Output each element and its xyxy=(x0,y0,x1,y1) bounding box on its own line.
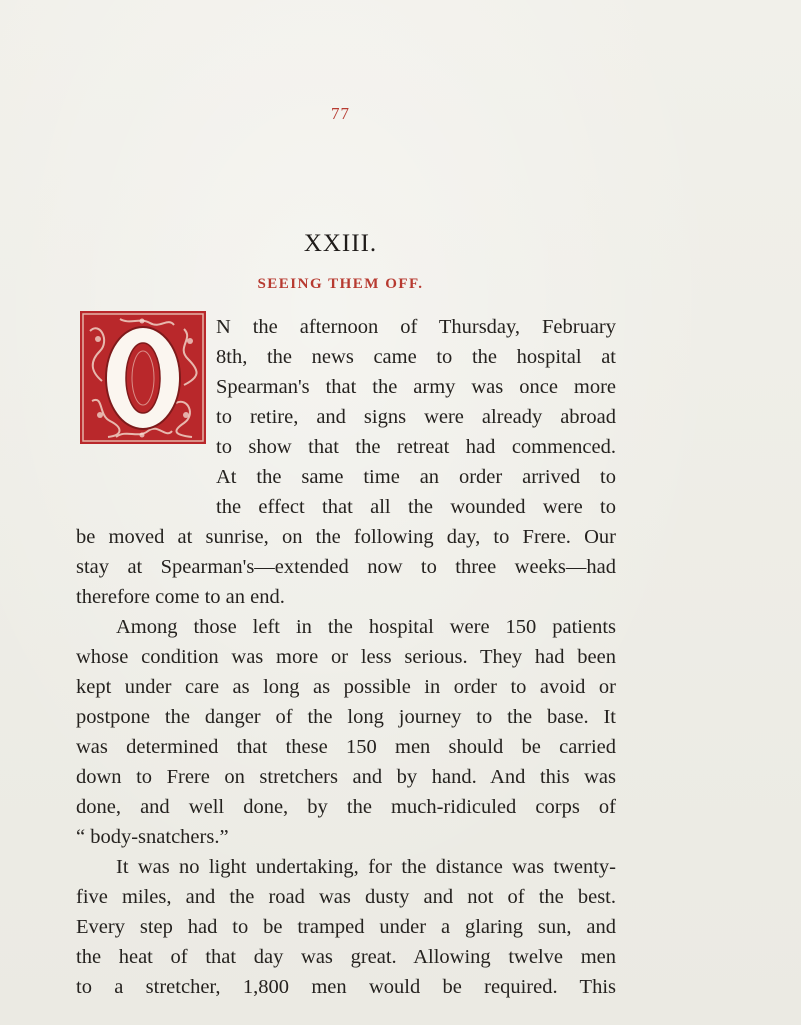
dropcap-ornament-icon xyxy=(80,311,206,444)
text-line: was determined that these 150 men should be carried xyxy=(76,736,616,758)
text-line: done, and well done, by the much-ridiculed corps of xyxy=(76,796,616,818)
chapter-title: SEEING THEM OFF. xyxy=(257,276,424,292)
text-line: to a stretcher, 1,800 men would be required. This xyxy=(76,976,616,998)
text-line: postpone the danger of the long journey to the base. It xyxy=(76,706,616,728)
text-line: the heat of that day was great. Allowing twelve men xyxy=(76,946,616,968)
text-line: to show that the retreat had commenced. xyxy=(216,436,616,458)
text-line: kept under care as long as possible in order to avoid or xyxy=(76,676,616,698)
text-line: to retire, and signs were already abroad xyxy=(216,406,616,428)
text-line: “ body-snatchers.” xyxy=(76,826,229,848)
text-line: five miles, and the road was dusty and not of the best. xyxy=(76,886,616,908)
text-line: be moved at sunrise, on the following day, to Frere. Our xyxy=(76,526,616,548)
text-line: It was no light undertaking, for the distance was twenty- xyxy=(116,856,616,878)
text-line: down to Frere on stretchers and by hand. And this was xyxy=(76,766,616,788)
text-line: Every step had to be tramped under a glaring sun, and xyxy=(76,916,616,938)
dropcap-ornament xyxy=(80,311,206,444)
text-line: therefore come to an end. xyxy=(76,586,285,608)
text-line: whose condition was more or less serious. They had been xyxy=(76,646,616,668)
text-line: 8th, the news came to the hospital at xyxy=(216,346,616,368)
text-line: Spearman's that the army was once more xyxy=(216,376,616,398)
text-line: stay at Spearman's—extended now to three weeks—had xyxy=(76,556,616,578)
text-line: At the same time an order arrived to xyxy=(216,466,616,488)
chapter-number: XXIII. xyxy=(303,230,378,257)
page-number: 77 xyxy=(331,104,350,123)
text-line: Among those left in the hospital were 150 patients xyxy=(116,616,616,638)
text-line: the effect that all the wounded were to xyxy=(216,496,616,518)
text-line: N the afternoon of Thursday, February xyxy=(216,316,616,338)
